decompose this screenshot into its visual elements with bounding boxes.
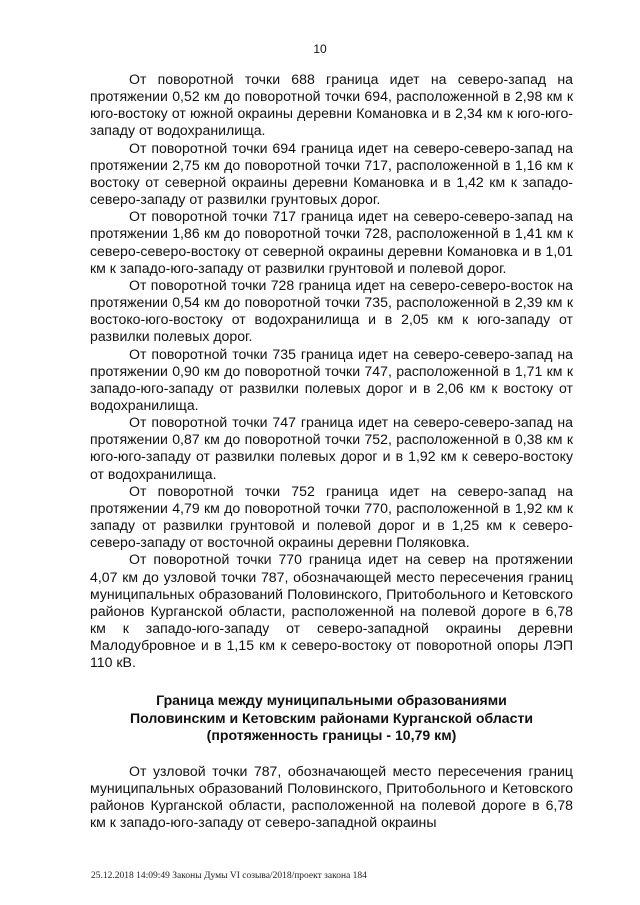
paragraph-point-717: От поворотной точки 717 граница идет на северо-северо-запад на протяжении 1,86 км до поворотной точки 728, расположенной в 1,41 км к северо-северо-востоку от северной окраины деревни Комановка и в 1,01 км к западо-юго-западу от развилки грунтовой и полевой дорог. [90,208,573,276]
paragraph-point-787: От узловой точки 787, обозначающей место пересечения границ муниципальных образований Половинского, Притобольного и Кетовского районов Курганской области, расположенной на полевой дороге в 6,78 км к западо-юго-западу от северо-западной окраины [90,762,573,831]
document-body [90,71,573,832]
paragraph-point-735: От поворотной точки 735 граница идет на северо-северо-запад на протяжении 0,90 км до поворотной точки 747, расположенной в 1,71 км к западо-юго-западу от развилки полевых дорог и в 2,06 км к востоку от водохранилища. [90,345,573,413]
section-heading-line: Граница между муниципальными образованиями [156,692,507,709]
section-heading [90,692,573,745]
section-heading-line: (протяженность границы - 10,79 км) [206,727,457,744]
paragraph-point-770: От поворотной точки 770 граница идет на север на протяжении 4,07 км до узловой точки 787, обозначающей место пересечения границ муниципальных образований Половинского, Притобольного и Кетовского районов Курганской области, расположенной на полевой дороге в 6,78 км к западо-юго-западу от северо-западной окраины деревни Малодубровное и в 1,15 км к северо-востоку от поворотной опоры ЛЭП 110 кВ. [90,551,573,671]
page-number: 10 [313,42,327,56]
paragraph-point-694: От поворотной точки 694 граница идет на северо-северо-запад на протяжении 2,75 км до поворотной точки 717, расположенной в 1,16 км к востоку от северной окраины деревни Комановка и в 1,42 км к западо-северо-западу от развилки грунтовых дорог. [90,139,573,208]
footer-stamp: 25.12.2018 14:09:49 Законы Думы VI созыва/2018/проект закона 184 [91,871,367,881]
section-heading-line: Половинским и Кетовским районами Курганской области [129,709,534,726]
paragraph-point-728: От поворотной точки 728 граница идет на северо-северо-восток на протяжении 0,54 км до поворотной точки 735, расположенной в 2,39 км к востоко-юго-востоку от водохранилища и в 2,05 км к юго-западу от развилки полевых дорог. [90,276,573,345]
paragraph-point-747: От поворотной точки 747 граница идет на северо-северо-запад на протяжении 0,87 км до поворотной точки 752, расположенной в 0,38 км к юго-юго-западу от развилки полевых дорог и в 1,92 км к северо-востоку от водохранилища. [90,414,573,482]
paragraph-point-752: От поворотной точки 752 граница идет на северо-запад на протяжении 4,79 км до поворотной точки 770, расположенной в 1,92 км к западу от развилки грунтовой и полевой дорог и в 1,25 км к северо-северо-западу от восточной окраины деревни Поляковка. [90,482,573,551]
paragraph-point-688: От поворотной точки 688 граница идет на северо-запад на протяжении 0,52 км до поворотной точки 694, расположенной в 2,98 км к юго-востоку от южной окраины деревни Комановка и в 2,34 км к юго-юго-западу от водохранилища. [90,71,573,139]
